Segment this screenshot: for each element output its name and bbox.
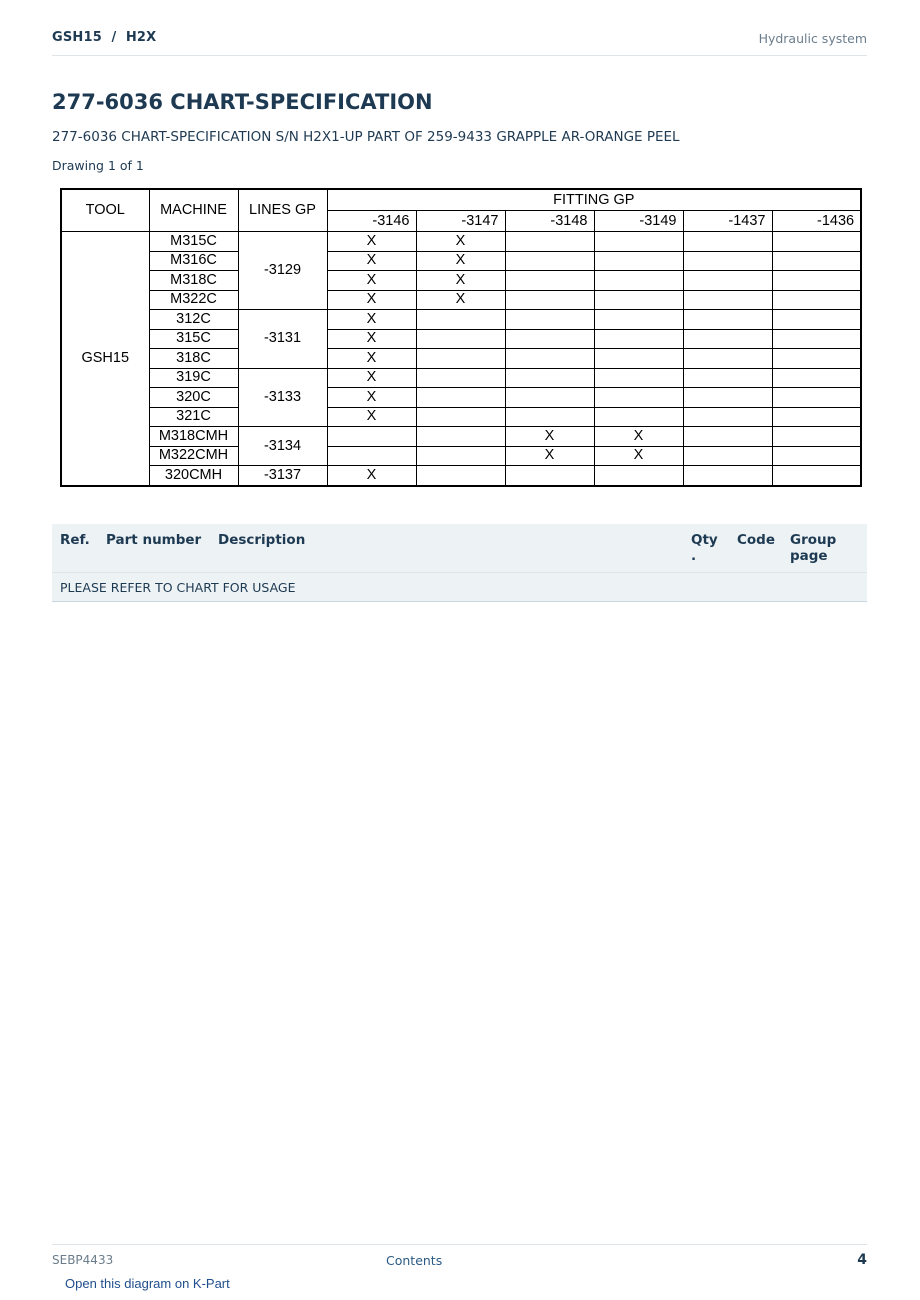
fitting-mark-cell bbox=[772, 290, 861, 310]
machine-cell: M322C bbox=[149, 290, 238, 310]
machine-cell: M318C bbox=[149, 271, 238, 291]
fitting-mark-cell bbox=[327, 427, 416, 447]
fitting-mark-cell bbox=[772, 310, 861, 330]
fitting-mark-cell: X bbox=[327, 368, 416, 388]
fitting-mark-cell bbox=[594, 310, 683, 330]
contents-link[interactable]: Contents bbox=[386, 1253, 443, 1268]
col-code: Code bbox=[737, 532, 776, 548]
usage-note: PLEASE REFER TO CHART FOR USAGE bbox=[60, 580, 296, 595]
fitting-mark-cell bbox=[683, 310, 772, 330]
chart-row bbox=[61, 271, 861, 291]
parts-table-row bbox=[52, 573, 867, 602]
fitting-mark-cell bbox=[683, 446, 772, 466]
fitting-mark-cell bbox=[772, 407, 861, 427]
fitting-mark-cell bbox=[772, 427, 861, 447]
chart-row bbox=[61, 251, 861, 271]
chart-row bbox=[61, 349, 861, 369]
chart-row bbox=[61, 466, 861, 486]
tool-cell: GSH15 bbox=[61, 232, 149, 486]
chart-header-fitting: FITTING GP bbox=[327, 189, 861, 211]
page-subtitle: 277-6036 CHART-SPECIFICATION S/N H2X1-UP PART OF 259-9433 GRAPPLE AR-ORANGE PEEL bbox=[52, 129, 680, 145]
section-label: Hydraulic system bbox=[758, 31, 867, 46]
lines-gp-cell: -3129 bbox=[238, 232, 327, 310]
fitting-mark-cell bbox=[505, 388, 594, 408]
fitting-mark-cell: X bbox=[416, 271, 505, 291]
chart-row bbox=[61, 232, 861, 252]
fitting-col-header: -3148 bbox=[505, 211, 594, 232]
fitting-mark-cell: X bbox=[416, 290, 505, 310]
machine-cell: 320C bbox=[149, 388, 238, 408]
fitting-mark-cell bbox=[505, 407, 594, 427]
page-header bbox=[52, 28, 867, 56]
fitting-mark-cell bbox=[594, 368, 683, 388]
parts-table-header bbox=[52, 524, 867, 573]
col-group-line2: page bbox=[790, 548, 828, 564]
fitting-mark-cell bbox=[683, 349, 772, 369]
machine-cell: M322CMH bbox=[149, 446, 238, 466]
fitting-mark-cell bbox=[683, 251, 772, 271]
chart-header-tool: TOOL bbox=[61, 189, 149, 232]
chart-row bbox=[61, 329, 861, 349]
fitting-mark-cell bbox=[772, 349, 861, 369]
col-part-number: Part number bbox=[106, 532, 202, 548]
fitting-mark-cell bbox=[594, 290, 683, 310]
fitting-mark-cell bbox=[416, 466, 505, 486]
fitting-mark-cell: X bbox=[594, 446, 683, 466]
fitting-mark-cell bbox=[505, 329, 594, 349]
fitting-mark-cell bbox=[594, 466, 683, 486]
fitting-col-header: -1437 bbox=[683, 211, 772, 232]
fitting-mark-cell bbox=[683, 329, 772, 349]
specification-chart bbox=[60, 188, 862, 487]
fitting-mark-cell bbox=[416, 427, 505, 447]
fitting-mark-cell bbox=[416, 310, 505, 330]
fitting-mark-cell bbox=[683, 407, 772, 427]
fitting-mark-cell bbox=[772, 329, 861, 349]
kpart-link[interactable]: Open this diagram on K-Part bbox=[65, 1276, 230, 1291]
chart-row bbox=[61, 427, 861, 447]
lines-gp-cell: -3137 bbox=[238, 466, 327, 486]
chart-row bbox=[61, 446, 861, 466]
fitting-col-header: -3146 bbox=[327, 211, 416, 232]
fitting-mark-cell bbox=[416, 407, 505, 427]
col-qty-line1: Qty bbox=[691, 532, 718, 548]
machine-cell: M315C bbox=[149, 232, 238, 252]
fitting-mark-cell bbox=[594, 251, 683, 271]
lines-gp-cell: -3134 bbox=[238, 427, 327, 466]
fitting-mark-cell bbox=[683, 271, 772, 291]
page-number: 4 bbox=[857, 1252, 867, 1268]
col-ref: Ref. bbox=[60, 532, 90, 548]
chart-header-machine: MACHINE bbox=[149, 189, 238, 232]
fitting-mark-cell bbox=[683, 388, 772, 408]
fitting-mark-cell bbox=[683, 290, 772, 310]
fitting-mark-cell: X bbox=[505, 446, 594, 466]
chart-row bbox=[61, 310, 861, 330]
fitting-mark-cell bbox=[505, 368, 594, 388]
col-group-line1: Group bbox=[790, 532, 837, 548]
col-qty-line2: . bbox=[691, 548, 697, 564]
fitting-mark-cell: X bbox=[327, 388, 416, 408]
fitting-mark-cell bbox=[683, 232, 772, 252]
col-description: Description bbox=[218, 532, 306, 548]
fitting-mark-cell: X bbox=[416, 251, 505, 271]
fitting-mark-cell: X bbox=[327, 349, 416, 369]
fitting-mark-cell bbox=[505, 290, 594, 310]
fitting-mark-cell: X bbox=[327, 290, 416, 310]
fitting-mark-cell bbox=[772, 388, 861, 408]
machine-cell: 320CMH bbox=[149, 466, 238, 486]
fitting-mark-cell bbox=[416, 329, 505, 349]
chart-row bbox=[61, 388, 861, 408]
fitting-mark-cell bbox=[416, 388, 505, 408]
fitting-mark-cell bbox=[505, 271, 594, 291]
machine-cell: 315C bbox=[149, 329, 238, 349]
fitting-mark-cell bbox=[772, 368, 861, 388]
fitting-mark-cell: X bbox=[327, 466, 416, 486]
fitting-mark-cell bbox=[772, 466, 861, 486]
fitting-col-header: -3149 bbox=[594, 211, 683, 232]
fitting-mark-cell bbox=[772, 271, 861, 291]
machine-cell: M318CMH bbox=[149, 427, 238, 447]
fitting-mark-cell: X bbox=[327, 310, 416, 330]
fitting-mark-cell: X bbox=[327, 407, 416, 427]
fitting-mark-cell bbox=[505, 251, 594, 271]
fitting-mark-cell bbox=[327, 446, 416, 466]
fitting-mark-cell bbox=[683, 466, 772, 486]
fitting-mark-cell bbox=[505, 349, 594, 369]
model-breadcrumb: GSH15 / H2X bbox=[52, 30, 157, 45]
chart-row bbox=[61, 407, 861, 427]
fitting-mark-cell bbox=[505, 232, 594, 252]
fitting-mark-cell bbox=[594, 232, 683, 252]
fitting-mark-cell: X bbox=[594, 427, 683, 447]
fitting-mark-cell: X bbox=[327, 271, 416, 291]
fitting-mark-cell bbox=[594, 271, 683, 291]
drawing-count: Drawing 1 of 1 bbox=[52, 158, 144, 173]
fitting-mark-cell bbox=[505, 310, 594, 330]
fitting-mark-cell bbox=[416, 349, 505, 369]
fitting-mark-cell bbox=[772, 251, 861, 271]
chart-row bbox=[61, 290, 861, 310]
footer-divider bbox=[52, 1244, 867, 1245]
machine-cell: M316C bbox=[149, 251, 238, 271]
lines-gp-cell: -3133 bbox=[238, 368, 327, 427]
fitting-mark-cell bbox=[505, 466, 594, 486]
machine-cell: 321C bbox=[149, 407, 238, 427]
chart-row bbox=[61, 368, 861, 388]
machine-cell: 319C bbox=[149, 368, 238, 388]
lines-gp-cell: -3131 bbox=[238, 310, 327, 369]
machine-cell: 318C bbox=[149, 349, 238, 369]
fitting-mark-cell bbox=[416, 368, 505, 388]
document-id: SEBP4433 bbox=[52, 1253, 114, 1267]
fitting-mark-cell bbox=[594, 388, 683, 408]
fitting-mark-cell bbox=[772, 232, 861, 252]
machine-cell: 312C bbox=[149, 310, 238, 330]
chart-header-lines: LINES GP bbox=[238, 189, 327, 232]
fitting-mark-cell: X bbox=[327, 329, 416, 349]
col-group-page bbox=[790, 532, 836, 564]
fitting-mark-cell: X bbox=[327, 232, 416, 252]
col-qty bbox=[691, 532, 718, 564]
fitting-mark-cell bbox=[594, 349, 683, 369]
fitting-mark-cell bbox=[416, 446, 505, 466]
fitting-mark-cell bbox=[683, 427, 772, 447]
fitting-mark-cell: X bbox=[505, 427, 594, 447]
fitting-mark-cell bbox=[594, 407, 683, 427]
page-title: 277-6036 CHART-SPECIFICATION bbox=[52, 90, 433, 114]
fitting-col-header: -3147 bbox=[416, 211, 505, 232]
fitting-mark-cell bbox=[594, 329, 683, 349]
fitting-mark-cell: X bbox=[416, 232, 505, 252]
fitting-mark-cell: X bbox=[327, 251, 416, 271]
fitting-mark-cell bbox=[772, 446, 861, 466]
fitting-mark-cell bbox=[683, 368, 772, 388]
fitting-col-header: -1436 bbox=[772, 211, 861, 232]
